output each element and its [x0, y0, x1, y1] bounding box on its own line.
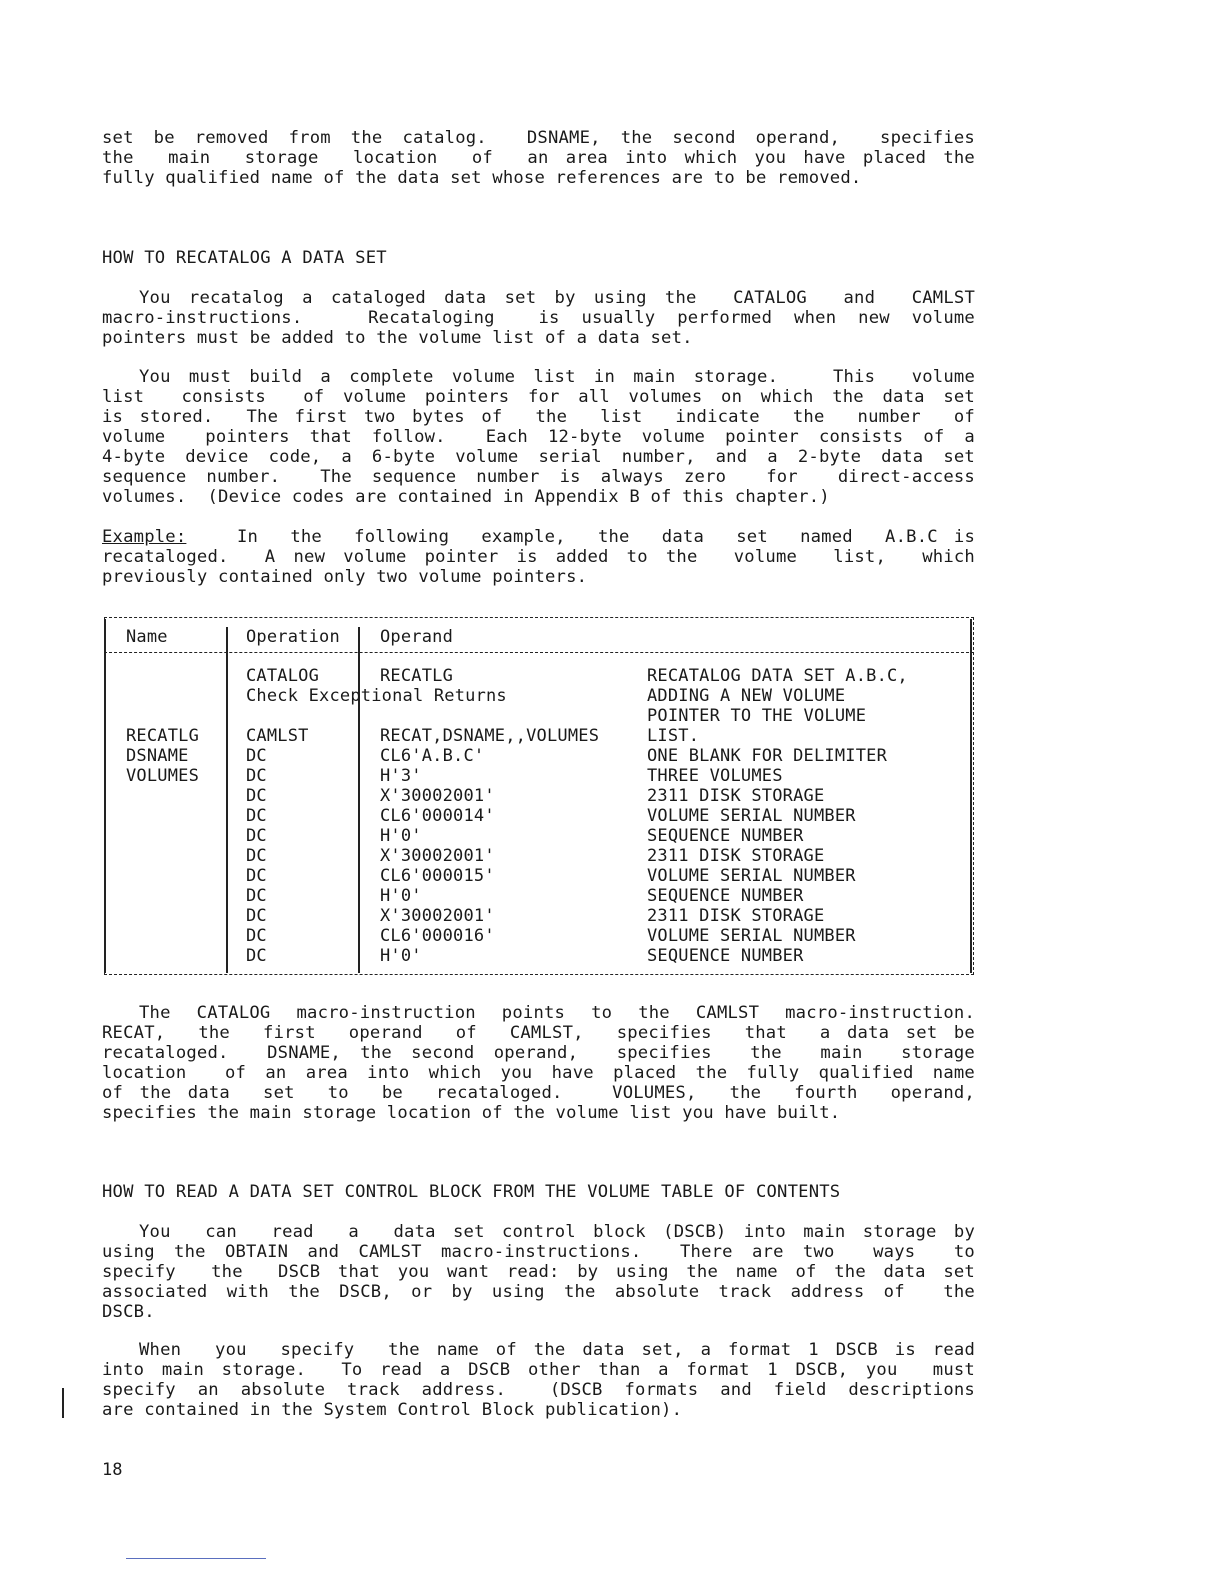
cell-operation: CAMLST — [246, 726, 309, 746]
text-line: fully qualified name of the data set whose references are to be removed. — [102, 168, 862, 188]
table-column-rule — [358, 627, 360, 973]
text-line: sequence number. The sequence number is always zero for direct-access — [102, 467, 975, 487]
text-line: are contained in the System Control Block publication). — [102, 1400, 683, 1420]
cell-name: DSNAME — [126, 746, 189, 766]
cell-operand: X'30002001' — [380, 846, 495, 866]
cell-comment: 2311 DISK STORAGE — [647, 846, 825, 866]
cell-comment: VOLUME SERIAL NUMBER — [647, 926, 856, 946]
text-line: volumes. (Device codes are contained in Appendix B of this chapter.) — [102, 487, 830, 507]
cell-operand: CL6'000014' — [380, 806, 495, 826]
section-heading-recatalog: HOW TO RECATALOG A DATA SET — [102, 248, 387, 268]
cell-operand: CL6'A.B.C' — [380, 746, 485, 766]
table-column-rule — [226, 627, 228, 973]
revision-bar — [62, 1388, 64, 1418]
text-line: pointers must be added to the volume list of a data set. — [102, 328, 693, 348]
cell-operation: DC — [246, 866, 267, 886]
text-line: volume pointers that follow. Each 12-byte volume pointer consists of a — [102, 427, 975, 447]
text-line: into main storage. To read a DSCB other than a format 1 DSCB, you must — [102, 1360, 975, 1380]
header-operand: Operand — [380, 627, 454, 647]
cell-operand: X'30002001' — [380, 786, 495, 806]
text-line: location of an area into which you have placed the fully qualified name — [102, 1063, 975, 1083]
cell-name: VOLUMES — [126, 766, 200, 786]
text-line: You can read a data set control block (DSCB) into main storage by — [139, 1222, 975, 1242]
cell-comment: VOLUME SERIAL NUMBER — [647, 866, 856, 886]
cell-comment: 2311 DISK STORAGE — [647, 906, 825, 926]
cell-operand: H'3' — [380, 766, 422, 786]
text-line: specify the DSCB that you want read: by using the name of the data set — [102, 1262, 975, 1282]
cell-name: RECATLG — [126, 726, 200, 746]
cell-operand: RECATLG — [380, 666, 454, 686]
cell-operand: H'0' — [380, 826, 422, 846]
cell-operation: DC — [246, 786, 267, 806]
text-line: The CATALOG macro-instruction points to the CAMLST macro-instruction. — [139, 1003, 975, 1023]
section-heading-read-dscb: HOW TO READ A DATA SET CONTROL BLOCK FROM THE VOLUME TABLE OF CONTENTS — [102, 1182, 841, 1202]
cell-operand: H'0' — [380, 946, 422, 966]
cell-comment: ONE BLANK FOR DELIMITER — [647, 746, 888, 766]
text-line: previously contained only two volume pointers. — [102, 567, 588, 587]
cell-comment: RECATALOG DATA SET A.B.C, — [647, 666, 908, 686]
cell-comment: POINTER TO THE VOLUME — [647, 706, 867, 726]
example-label: Example: — [102, 527, 187, 547]
cell-operation: DC — [246, 846, 267, 866]
table-header-divider — [104, 652, 974, 653]
code-example-table — [104, 617, 974, 975]
cell-comment: SEQUENCE NUMBER — [647, 826, 804, 846]
cell-operation: DC — [246, 766, 267, 786]
text-line: You must build a complete volume list in main storage. This volume — [139, 367, 975, 387]
text-line: specify an absolute track address. (DSCB formats and field descriptions — [102, 1380, 975, 1400]
cell-operation: DC — [246, 746, 267, 766]
cell-comment: SEQUENCE NUMBER — [647, 946, 804, 966]
text-line: of the data set to be recataloged. VOLUMES, the fourth operand, — [102, 1083, 975, 1103]
text-line: associated with the DSCB, or by using the absolute track address of the — [102, 1282, 975, 1302]
text-line: specifies the main storage location of the volume list you have built. — [102, 1103, 841, 1123]
text-line: In the following example, the data set named A.B.C is — [237, 527, 975, 547]
text-line: You recatalog a cataloged data set by using the CATALOG and CAMLST — [139, 288, 975, 308]
cell-comment: ADDING A NEW VOLUME — [647, 686, 846, 706]
text-line: recataloged. A new volume pointer is added to the volume list, which — [102, 547, 975, 567]
footer-rule — [126, 1558, 266, 1559]
cell-operation: DC — [246, 826, 267, 846]
text-line: list consists of volume pointers for all volumes on which the data set — [102, 387, 975, 407]
cell-operand: CL6'000016' — [380, 926, 495, 946]
text-line: When you specify the name of the data set, a format 1 DSCB is read — [139, 1340, 975, 1360]
header-operation: Operation — [246, 627, 340, 647]
cell-operation: DC — [246, 886, 267, 906]
cell-comment: VOLUME SERIAL NUMBER — [647, 806, 856, 826]
header-name: Name — [126, 627, 168, 647]
text-line: is stored. The first two bytes of the list indicate the number of — [102, 407, 975, 427]
cell-operation: Check Exceptional Returns — [246, 686, 507, 706]
cell-operation: CATALOG — [246, 666, 320, 686]
cell-operation: DC — [246, 946, 267, 966]
cell-operand: X'30002001' — [380, 906, 495, 926]
cell-comment: 2311 DISK STORAGE — [647, 786, 825, 806]
table-right-rule — [970, 619, 972, 973]
cell-operand: H'0' — [380, 886, 422, 906]
text-line: the main storage location of an area into which you have placed the — [102, 148, 975, 168]
cell-operation: DC — [246, 806, 267, 826]
text-line: set be removed from the catalog. DSNAME, the second operand, specifies — [102, 128, 975, 148]
page-number: 18 — [102, 1460, 123, 1480]
text-line: recataloged. DSNAME, the second operand, specifies the main storage — [102, 1043, 975, 1063]
text-line: macro-instructions. Recataloging is usually performed when new volume — [102, 308, 975, 328]
table-left-rule — [104, 619, 106, 973]
cell-comment: SEQUENCE NUMBER — [647, 886, 804, 906]
cell-operation: DC — [246, 926, 267, 946]
text-line: RECAT, the first operand of CAMLST, specifies that a data set be — [102, 1023, 975, 1043]
text-line: using the OBTAIN and CAMLST macro-instructions. There are two ways to — [102, 1242, 975, 1262]
cell-comment: LIST. — [647, 726, 700, 746]
cell-operand: RECAT,DSNAME,,VOLUMES — [380, 726, 600, 746]
cell-operation: DC — [246, 906, 267, 926]
cell-operand: CL6'000015' — [380, 866, 495, 886]
text-line: 4-byte device code, a 6-byte volume serial number, and a 2-byte data set — [102, 447, 975, 467]
cell-comment: THREE VOLUMES — [647, 766, 783, 786]
text-line: DSCB. — [102, 1302, 155, 1322]
